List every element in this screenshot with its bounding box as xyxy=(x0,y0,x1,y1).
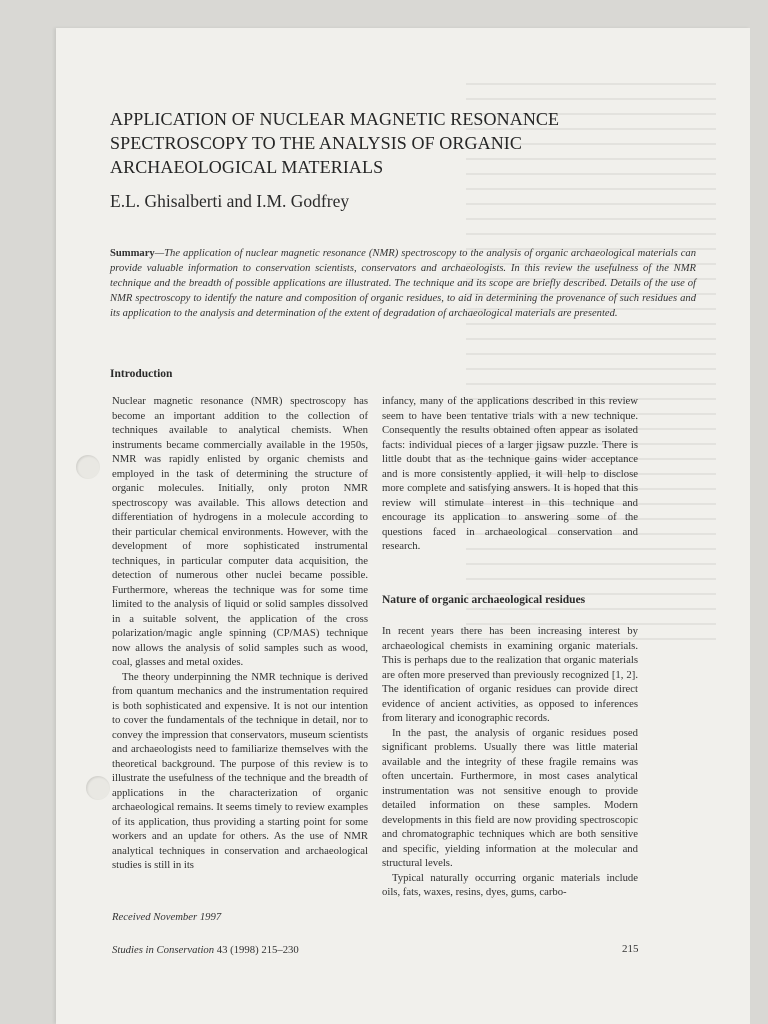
summary-abstract xyxy=(110,246,696,321)
journal-reference: 43 (1998) 215–230 xyxy=(214,944,299,956)
article-title xyxy=(110,107,630,179)
residues-paragraph-2: In the past, the analysis of organic residues posed significant problems. Usually there was little material available and the integrity of these fragile remains was often uncertain. Furthermore, in most cases analytical instrumentation was not sensitive enough to provide detailed information on these samples. Modern developments in this field are now providing spectroscopic and chromatographic techniques which are both sensitive and specific, yielding information at the molecular and structural levels. xyxy=(382,726,638,869)
received-date: Received November 1997 xyxy=(112,911,222,923)
title-line-3: ARCHAEOLOGICAL MATERIALS xyxy=(110,157,384,177)
left-column xyxy=(112,394,368,873)
title-line-2: SPECTROSCOPY TO THE ANALYSIS OF ORGANIC xyxy=(110,133,523,153)
summary-label: Summary xyxy=(110,248,155,259)
intro-paragraph-3: infancy, many of the applications described in this review seem to have been tentative trials with a new technique. Consequently the results obtained often appear as isolated facts: individual pieces of a larger jigsaw puzzle. There is little doubt that as the technique gains wider acceptance and is more consistently applied, it will help to disclose more complete and satisfying answers. It is hoped that this review will stimulate interest in this technique and encourage its application to answering some of the questions faced in archaeological conservation and research. xyxy=(382,395,638,552)
article-authors: E.L. Ghisalberti and I.M. Godfrey xyxy=(110,191,350,211)
intro-paragraph-1: Nuclear magnetic resonance (NMR) spectroscopy has become an important addition to the collection of techniques available to analytical chemists. When instruments became commercially available in the 1950s, NMR was rapidly enlisted by organic chemists and employed in the task of determining the structure of organic molecules. Initially, only proton NMR spectroscopy was available. This allows detection and differentiation of hydrogens in a molecule according to their particular chemical environments. However, with the development of more sophisticated instrumental techniques, in particular computer data acquisition, the detection of numerous other nuclei became possible. Furthermore, whereas the technique was for some time limited to the analysis of liquid or solid samples dissolved in a suitable solvent, the application of the cross polarization/magic angle spinning (CP/MAS) technique now allows the analysis of solid samples such as wood, coal, glasses and metal oxides. xyxy=(112,395,368,668)
right-column-bottom xyxy=(382,624,638,900)
punch-hole-bottom xyxy=(86,776,110,800)
summary-text: —The application of nuclear magnetic resonance (NMR) spectroscopy to the analysis of organic archaeological materials can provide valuable information to conservation scientists, conservators and archaeologists. In this review the usefulness of the NMR technique and the breadth of possible applications are illustrated. The technique and its scope are briefly described. Details of the use of NMR spectroscopy to identify the nature and composition of organic residues, to aid in determining the provenance of such residues and its application to the analysis and determination of the extent of degradation of archaeological materials are presented. xyxy=(110,248,696,319)
journal-name: Studies in Conservation xyxy=(112,944,215,956)
intro-paragraph-2: The theory underpinning the NMR technique is derived from quantum mechanics and the instrumentation required is both sophisticated and expensive. It is not our intention to cover the fundamentals of the technique in detail, nor to convey the impression that conservators, museum scientists and archaeologists need to familiarize themselves with the theoretical background. The purpose of this review is to illustrate the usefulness of the technique and the breadth of applications in the characterization of organic archaeological remains. It seems timely to review examples of its application, thus providing a starting point for some workers and an update for others. As the use of NMR analytical techniques in conservation and archaeological studies is still in its xyxy=(112,670,368,871)
journal-page xyxy=(56,28,750,1024)
residues-heading: Nature of organic archaeological residues xyxy=(382,594,586,606)
journal-citation xyxy=(112,944,299,956)
punch-hole-top xyxy=(76,455,100,479)
page-number: 215 xyxy=(622,943,639,955)
residues-paragraph-1: In recent years there has been increasing interest by archaeological chemists in examining organic materials. This is perhaps due to the realization that organic materials are often more preserved than previously recognized [1, 2]. The identification of organic residues can provide direct evidence of ancient activities, as opposed to inferences from literary and iconographic records. xyxy=(382,625,638,724)
right-column-top xyxy=(382,394,638,554)
introduction-heading: Introduction xyxy=(110,368,173,380)
title-line-1: APPLICATION OF NUCLEAR MAGNETIC RESONANCE xyxy=(110,109,560,129)
residues-paragraph-3: Typical naturally occurring organic materials include oils, fats, waxes, resins, dyes, gums, carbo- xyxy=(382,871,638,898)
